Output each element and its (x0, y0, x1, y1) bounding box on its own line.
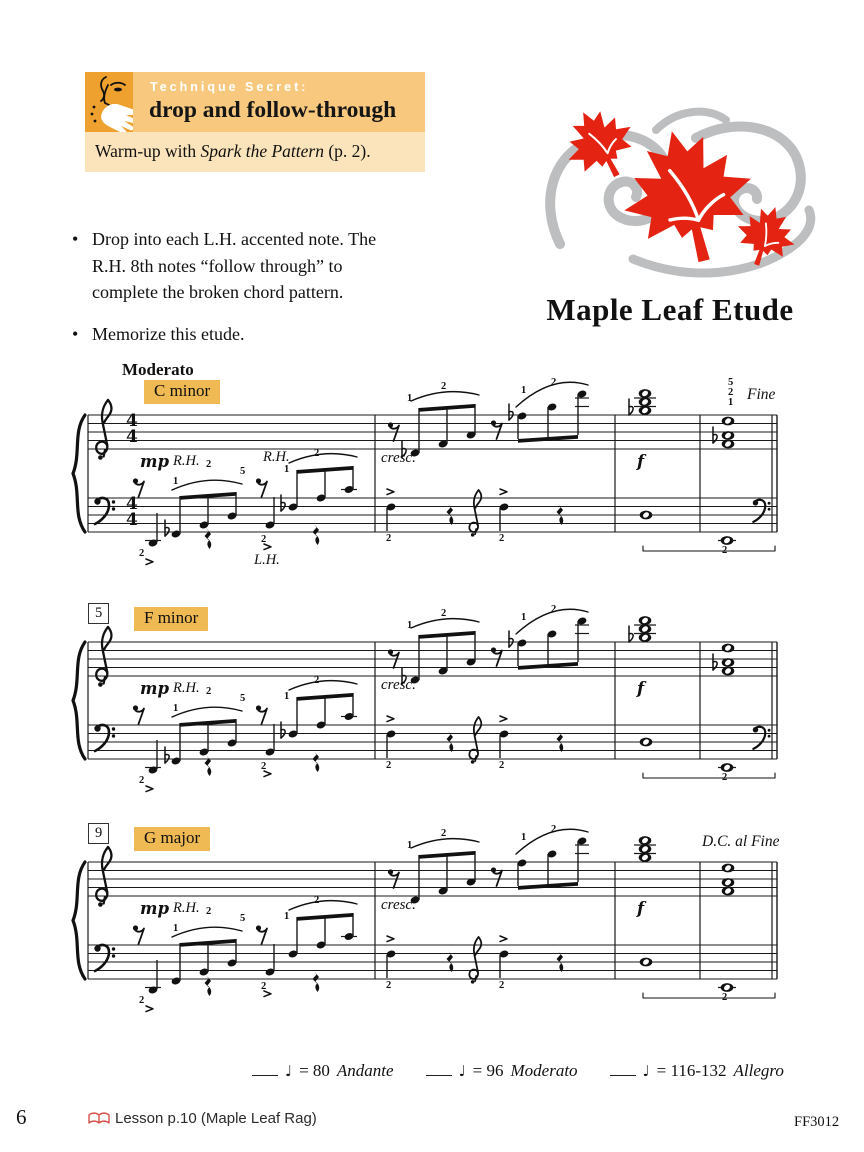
annotation-hand-label: R.H. (263, 449, 290, 465)
annotation-fingering: 2 (441, 381, 447, 392)
tempo-value: = 80 (299, 1061, 330, 1080)
annotation-fingering: 2 (499, 760, 505, 771)
quarter-note-icon: ♩ (285, 1062, 293, 1080)
annotation-dynamic-mp: mp (140, 679, 169, 698)
annotation-fingering: 1 (284, 691, 290, 702)
annotation-fingering: 2 (314, 675, 320, 686)
warmup-piece-name: Spark the Pattern (200, 141, 324, 161)
annotation-fingering: 1 (521, 612, 527, 623)
maple-leaf-artwork (538, 96, 820, 288)
tempo-option (426, 1061, 578, 1081)
annotation-fingering: 5 (240, 913, 246, 924)
annotation-measure-number: 5 (88, 603, 109, 624)
annotation-fingering: 2 (551, 377, 557, 388)
tempo-value: = 96 (472, 1061, 504, 1080)
tempo-value: = 116-132 (656, 1061, 727, 1080)
annotation-fingering: 2 (261, 534, 267, 545)
annotation-fingering: 1 (728, 397, 734, 408)
technique-secret-panel (85, 72, 133, 132)
annotation-fingering: 2 (386, 760, 392, 771)
annotation-fingering: 2 (722, 772, 728, 783)
annotation-fingering: 5 (240, 466, 246, 477)
annotation-dynamic-f: f (637, 452, 645, 471)
annotation-fingering: 2 (722, 545, 728, 556)
warmup-suffix: (p. 2). (323, 141, 371, 161)
annotation-key-label: C minor (144, 380, 220, 404)
annotation-fingering: 1 (284, 911, 290, 922)
instruction-item: • Drop into each L.H. accented note. The R.H. 8th notes “follow through” to complete the broken chord pattern. (70, 226, 388, 306)
annotation-hand-label: R.H. (173, 900, 200, 916)
annotation-fingering: 2 (139, 775, 145, 786)
open-book-icon (88, 1111, 110, 1126)
whisper-secret-icon (85, 72, 133, 132)
annotation-fingering: 1 (173, 703, 179, 714)
tempo-choice-row (252, 1061, 784, 1081)
annotation-fingering: 1 (407, 393, 413, 404)
annotation-fingering: 2 (139, 995, 145, 1006)
annotation-hand-label: R.H. (173, 453, 200, 469)
write-in-blank[interactable] (426, 1061, 452, 1076)
annotation-fingering: 2 (551, 604, 557, 615)
annotation-fingering: 2 (386, 533, 392, 544)
annotation-dynamic-f: f (637, 899, 645, 918)
write-in-blank[interactable] (252, 1061, 278, 1076)
annotation-fingering: 1 (407, 620, 413, 631)
technique-title: drop and follow-through (149, 97, 397, 123)
warmup-prefix: Warm-up with (95, 141, 201, 161)
annotation-time-sig-den: 4 (126, 510, 138, 530)
annotation-time-sig-num: 4 (126, 411, 138, 431)
annotation-fingering: 1 (173, 476, 179, 487)
annotation-key-label: F minor (134, 607, 208, 631)
annotation-fingering: 2 (206, 686, 212, 697)
annotation-fingering: 2 (261, 761, 267, 772)
quarter-note-icon: ♩ (642, 1062, 650, 1080)
lesson-reference (88, 1110, 317, 1127)
annotation-fingering: 2 (314, 448, 320, 459)
annotation-dynamic-mp: mp (140, 452, 169, 471)
annotation-fingering: 2 (722, 992, 728, 1003)
annotation-end-text: Fine (747, 386, 776, 403)
annotation-fingering: 2 (139, 548, 145, 559)
annotation-measure-number: 9 (88, 823, 109, 844)
page-number: 6 (16, 1105, 27, 1129)
tempo-name: Moderato (510, 1061, 578, 1080)
annotation-fingering: 2 (499, 980, 505, 991)
annotation-fingering: 2 (728, 387, 734, 398)
system-1 (60, 360, 805, 575)
annotation-fingering: 2 (314, 895, 320, 906)
annotation-fingering: 5 (240, 693, 246, 704)
annotation-fingering: 2 (261, 981, 267, 992)
annotation-fingering: 2 (441, 608, 447, 619)
annotation-fingering: 2 (499, 533, 505, 544)
system-3 (60, 807, 805, 1022)
annotation-crescendo: cresc. (381, 450, 416, 466)
annotation-fingering: 2 (386, 980, 392, 991)
annotation-crescendo: cresc. (381, 897, 416, 913)
warmup-text (95, 141, 371, 162)
annotation-tempo-marking: Moderato (122, 360, 194, 379)
annotation-hand-label: R.H. (173, 680, 200, 696)
catalog-code: FF3012 (794, 1114, 840, 1130)
technique-secret-kicker: Technique Secret: (150, 80, 309, 94)
annotation-fingering: 1 (173, 923, 179, 934)
annotation-dynamic-f: f (637, 679, 645, 698)
annotation-hand-label: L.H. (254, 552, 280, 568)
annotation-fingering: 1 (284, 464, 290, 475)
tempo-option (610, 1061, 784, 1081)
lesson-text: Lesson p.10 (Maple Leaf Rag) (115, 1110, 317, 1127)
annotation-dynamic-mp: mp (140, 899, 169, 918)
system-2 (60, 587, 805, 802)
quarter-note-icon: ♩ (458, 1062, 466, 1080)
instruction-list (70, 226, 388, 363)
maple-leaf-icon (552, 96, 803, 277)
annotation-crescendo: cresc. (381, 677, 416, 693)
annotation-fingering: 1 (521, 385, 527, 396)
annotation-fingering: 2 (206, 906, 212, 917)
annotation-key-label: G major (134, 827, 210, 851)
tempo-option (252, 1061, 394, 1081)
annotation-fingering: 2 (441, 828, 447, 839)
annotation-fingering: 1 (521, 832, 527, 843)
tempo-name: Andante (336, 1061, 394, 1080)
piece-title: Maple Leaf Etude (546, 292, 794, 327)
instruction-item: • Memorize this etude. (70, 321, 388, 348)
annotation-fingering: 2 (551, 824, 557, 835)
annotation-time-sig-den: 4 (126, 427, 138, 447)
annotation-time-sig-num: 4 (126, 494, 138, 514)
annotation-fingering: 5 (728, 377, 734, 388)
write-in-blank[interactable] (610, 1061, 636, 1076)
annotation-fingering: 2 (206, 459, 212, 470)
tempo-name: Allegro (733, 1061, 784, 1080)
annotation-end-text: D.C. al Fine (702, 833, 780, 850)
annotation-fingering: 1 (407, 840, 413, 851)
